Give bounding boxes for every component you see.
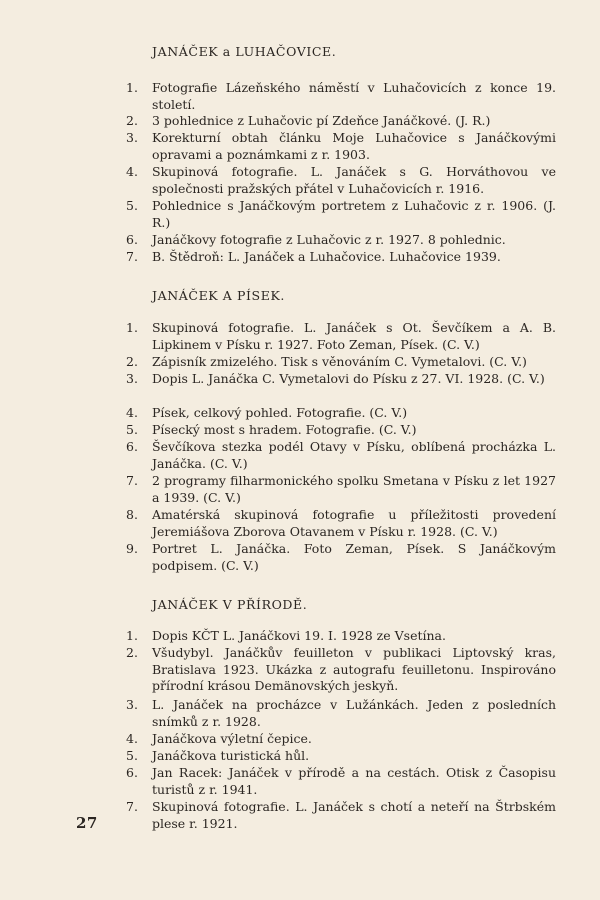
item-number: 1. — [126, 320, 138, 335]
item-number: 5. — [126, 422, 138, 437]
item-text: Janáčkova turistická hůl. — [152, 748, 310, 763]
item-text: Zápisník zmizelého. Tisk s věnováním C. Vymetalovi. (C. V.) — [152, 354, 527, 369]
item-text: Janáčkovy fotografie z Luhačovic z r. 1927. 8 pohlednic. — [152, 232, 506, 247]
page-number: 27 — [76, 814, 98, 832]
section-heading: JANÁČEK A PÍSEK. — [152, 288, 285, 303]
item-text: Ševčíkova stezka podél Otavy v Písku, oblíbená procházka L. Janáčka. (C. V.) — [152, 439, 556, 471]
item-number: 2. — [126, 645, 138, 660]
item-number: 5. — [126, 198, 138, 213]
item-number: 4. — [126, 405, 138, 420]
item-text: B. Štědroň: L. Janáček a Luhačovice. Luhačovice 1939. — [152, 249, 501, 264]
item-text: Všudybyl. Janáčkův feuilleton v publikaci Liptovský kras, Bratislava 1923. Ukázka z autografu feuilletonu. Inspirováno přírodní krásou Demänovských jeskyň. — [152, 645, 556, 694]
item-number: 3. — [126, 697, 138, 712]
item-number: 3. — [126, 371, 138, 386]
item-text: Dopis KČT L. Janáčkovi 19. I. 1928 ze Vsetína. — [152, 628, 446, 643]
item-number: 3. — [126, 130, 138, 145]
item-text: Amatérská skupinová fotografie u příležitosti provedení Jeremiášova Zborova Otavanem v Písku r. 1928. (C. V.) — [152, 507, 556, 539]
item-text: Janáčkova výletní čepice. — [152, 731, 312, 746]
item-text: Fotografie Lázeňského náměstí v Luhačovicích z konce 19. století. — [152, 80, 556, 112]
item-text: Skupinová fotografie. L. Janáček s Ot. Ševčíkem a A. B. Lipkinem v Písku r. 1927. Foto Zeman, Písek. (C. V.) — [152, 320, 556, 352]
item-text: Skupinová fotografie. L. Janáček s G. Horváthovou ve společnosti pražských přátel v Luhačovicích r. 1916. — [152, 164, 556, 196]
item-text: Písek, celkový pohled. Fotografie. (C. V.) — [152, 405, 408, 420]
section-heading: JANÁČEK V PŘÍRODĚ. — [152, 597, 308, 612]
item-text: Dopis L. Janáčka C. Vymetalovi do Písku z 27. VI. 1928. (C. V.) — [152, 371, 545, 386]
item-number: 4. — [126, 731, 138, 746]
item-number: 1. — [126, 80, 138, 95]
item-number: 6. — [126, 439, 138, 454]
item-number: 2. — [126, 113, 138, 128]
item-text: Jan Racek: Janáček v přírodě a na cestách. Otisk z Časopisu turistů z r. 1941. — [152, 765, 556, 797]
item-text: Pohlednice s Janáčkovým portretem z Luhačovic z r. 1906. (J. R.) — [152, 198, 556, 230]
item-number: 5. — [126, 748, 138, 763]
item-number: 7. — [126, 249, 138, 264]
item-number: 9. — [126, 541, 138, 556]
item-number: 7. — [126, 473, 138, 488]
item-text: Portret L. Janáčka. Foto Zeman, Písek. S Janáčkovým podpisem. (C. V.) — [152, 541, 556, 573]
item-number: 8. — [126, 507, 138, 522]
item-number: 6. — [126, 232, 138, 247]
item-text: Skupinová fotografie. L. Janáček s chotí a neteří na Štrbském plese r. 1921. — [152, 799, 556, 831]
item-text: 3 pohlednice z Luhačovic pí Zdeňce Janáčkové. (J. R.) — [152, 113, 491, 128]
item-text: L. Janáček na procházce v Lužánkách. Jeden z posledních snímků z r. 1928. — [152, 697, 556, 729]
item-number: 6. — [126, 765, 138, 780]
item-text: Písecký most s hradem. Fotografie. (C. V.) — [152, 422, 417, 437]
item-number: 7. — [126, 799, 138, 814]
section-heading: JANÁČEK a LUHAČOVICE. — [152, 44, 337, 59]
item-text: 2 programy filharmonického spolku Smetana v Písku z let 1927 a 1939. (C. V.) — [152, 473, 556, 505]
item-number: 1. — [126, 628, 138, 643]
item-text: Korekturní obtah článku Moje Luhačovice s Janáčkovými opravami a poznámkami z r. 1903. — [152, 130, 556, 162]
item-number: 4. — [126, 164, 138, 179]
item-number: 2. — [126, 354, 138, 369]
